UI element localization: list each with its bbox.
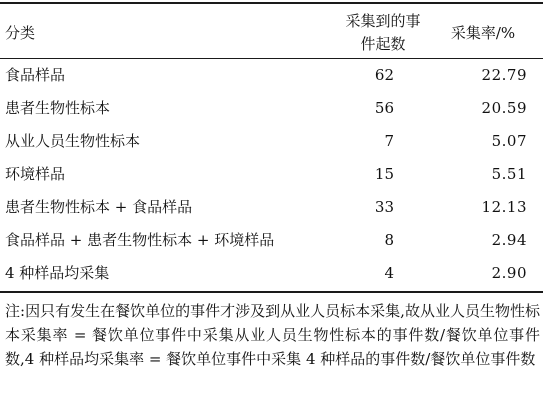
row-category: 4 种样品均采集 (5, 264, 110, 282)
header-rate: 采集率/% (450, 24, 516, 42)
row-count: 4 (384, 264, 394, 282)
row-rate: 20.59 (481, 99, 527, 117)
row-rate: 12.13 (481, 198, 527, 216)
row-count: 56 (374, 99, 394, 117)
row-rate: 5.07 (491, 132, 527, 150)
row-category: 患者生物性标本 + 食品样品 (5, 198, 193, 216)
table-row (0, 191, 543, 224)
bottom-rule (0, 291, 543, 293)
table-row (0, 158, 543, 191)
table-row (0, 92, 543, 125)
header-category: 分类 (5, 24, 36, 42)
row-rate: 22.79 (481, 66, 527, 84)
row-count: 15 (374, 165, 394, 183)
row-count: 8 (384, 231, 394, 249)
row-rate: 2.90 (491, 264, 527, 282)
row-rate: 2.94 (491, 231, 527, 249)
row-count: 62 (374, 66, 394, 84)
table-row (0, 257, 543, 290)
table-row (0, 224, 543, 257)
table-footnote: 注:因只有发生在餐饮单位的事件才涉及到从业人员标本采集,故从业人员生物性标本采集率 = 餐饮单位事件中采集从业人员生物性标本的事件数/餐饮单位事件数,4 种样品均采集率 = 餐饮单位事件中采集 4 种样品的事件数/餐饮单位事件数 (5, 302, 540, 368)
row-category: 食品样品 + 患者生物性标本 + 环境样品 (5, 231, 275, 249)
table-row (0, 59, 543, 92)
header-count: 采集到的事件起数 (345, 12, 421, 53)
row-category: 患者生物性标本 (5, 99, 111, 117)
row-category: 从业人员生物性标本 (5, 132, 141, 150)
row-rate: 5.51 (491, 165, 527, 183)
row-count: 33 (374, 198, 394, 216)
table-row (0, 125, 543, 158)
row-category: 食品样品 (5, 66, 66, 84)
top-rule (0, 2, 543, 4)
row-count: 7 (384, 132, 394, 150)
row-category: 环境样品 (5, 165, 66, 183)
